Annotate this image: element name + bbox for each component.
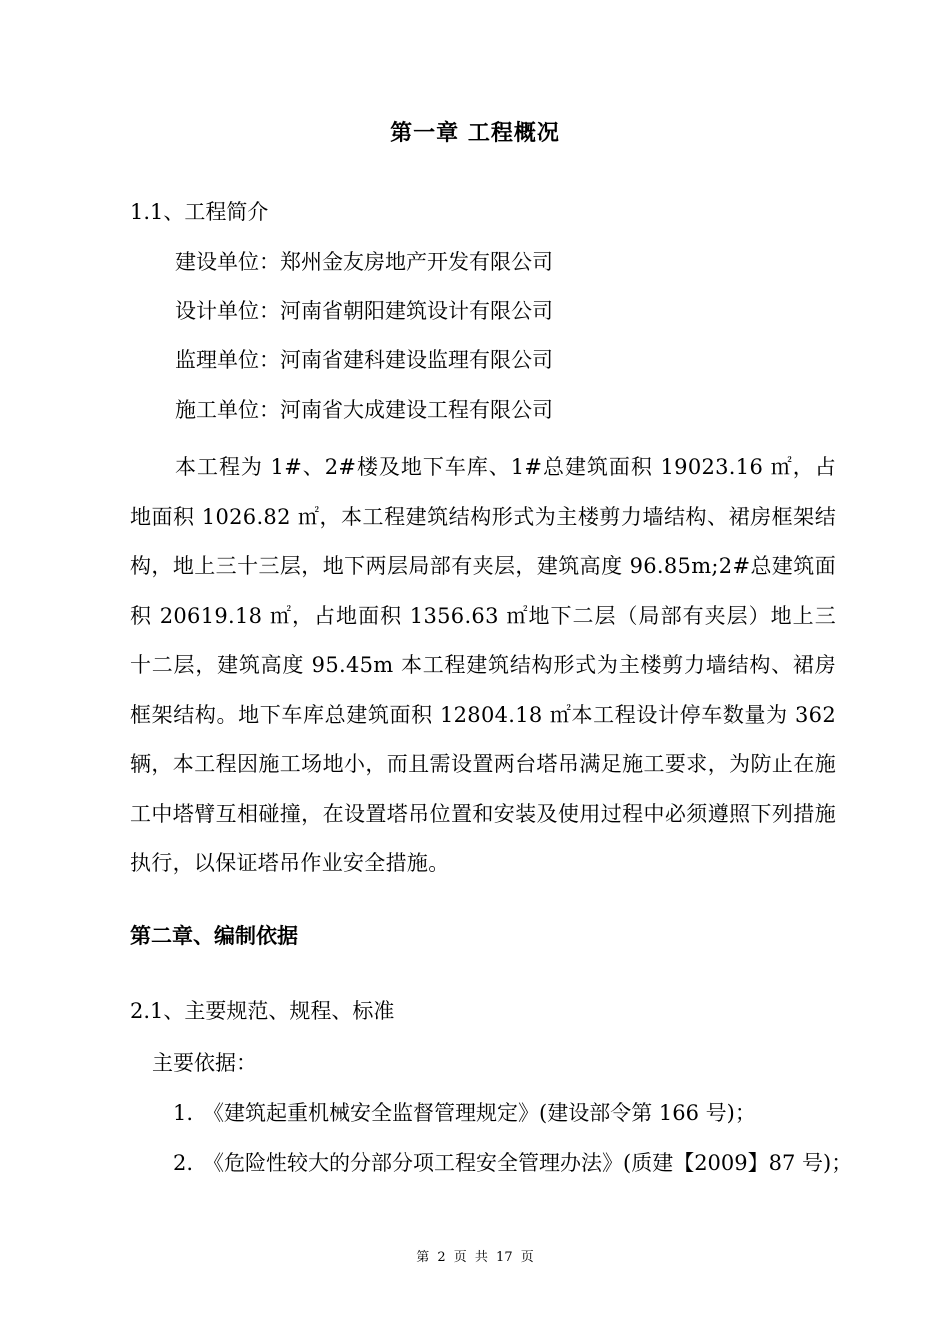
info-line-designer: 设计单位：河南省朝阳建筑设计有限公司 <box>175 299 553 323</box>
list-item-text: 《建筑起重机械安全监督管理规定》(建设部令第 166 号)； <box>203 1101 756 1125</box>
basis-label: 主要依据： <box>152 1051 257 1075</box>
list-item-text: 《危险性较大的分部分项工程安全管理办法》(质建【2009】87 号)； <box>203 1151 853 1175</box>
info-line-developer: 建设单位：郑州金友房地产开发有限公司 <box>175 250 553 274</box>
info-line-contractor: 施工单位：河南省大成建设工程有限公司 <box>175 398 553 422</box>
chapter-1-title: 第一章 工程概况 <box>390 121 560 146</box>
list-item <box>173 1148 852 1178</box>
chapter-2-title: 第二章、编制依据 <box>130 924 298 948</box>
project-overview-paragraph: 本工程为 1#、2#楼及地下车库、1#总建筑面积 19023.16 ㎡，占地面积 1026.82 ㎡，本工程建筑结构形式为主楼剪力墙结构、裙房框架结构，地上三十三层，地下两层局部有夹层，建筑高度 96.85m;2#总建筑面积 20619.18 ㎡，占地面积 1356.63 ㎡地下二层（局部有夹层）地上三十二层，建筑高度 95.45m 本工程建筑结构形式为主楼剪力墙结构、裙房框架结构。地下车库总建筑面积 12804.18 ㎡本工程设计停车数量为 362 辆，本工程因施工场地小，而且需设置两台塔吊满足施工要求，为防止在施工中塔臂互相碰撞，在设置塔吊位置和安装及使用过程中必须遵照下列措施执行，以保证塔吊作业安全措施。 <box>130 455 836 875</box>
section-2-1-heading: 2.1、主要规范、规程、标准 <box>130 999 395 1023</box>
info-line-supervisor: 监理单位：河南省建科建设监理有限公司 <box>175 348 553 372</box>
section-1-1-heading: 1.1、工程简介 <box>130 200 269 224</box>
list-item-number: 1. <box>173 1101 194 1125</box>
page-footer: 第 2 页 共 17 页 <box>416 1250 534 1265</box>
list-item <box>173 1098 756 1128</box>
list-item-number: 2. <box>173 1151 194 1175</box>
